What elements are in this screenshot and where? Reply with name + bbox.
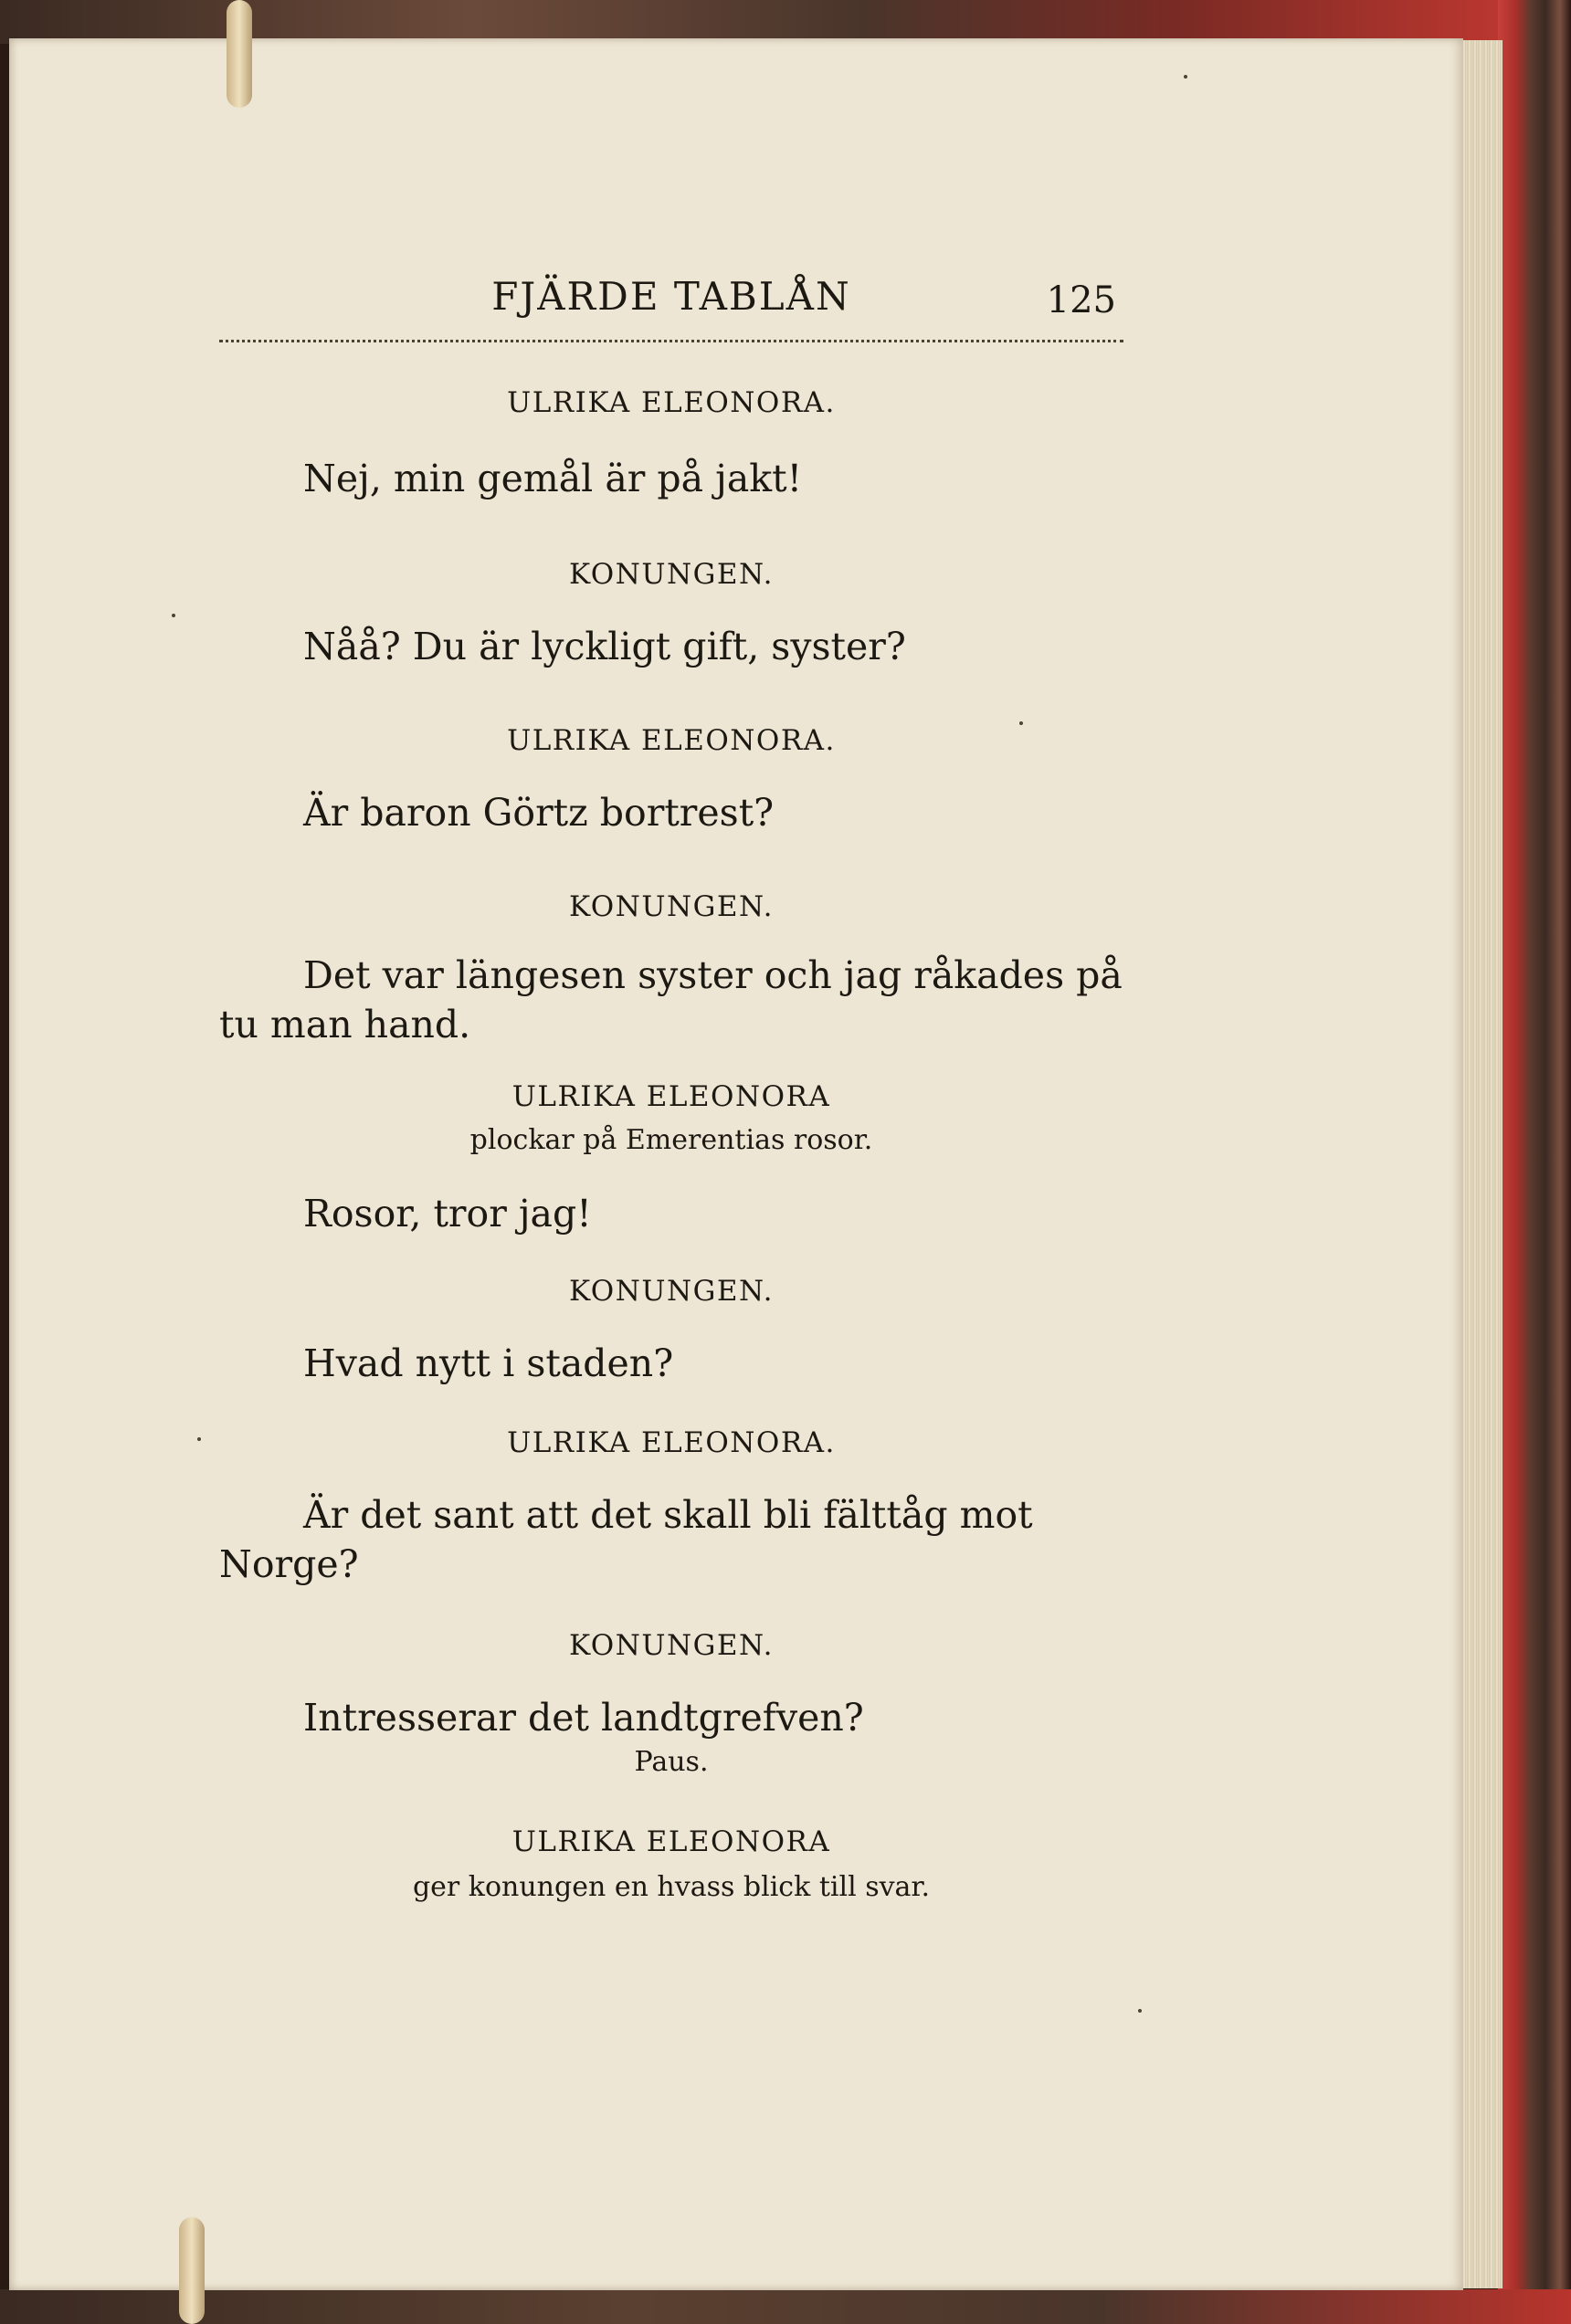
running-title: FJÄRDE TABLÅN — [491, 274, 851, 319]
dialogue-line: Nåå? Du är lyckligt gift, syster? — [303, 625, 906, 668]
speaker-name: ULRIKA ELEONORA. — [507, 1426, 836, 1459]
speaker-name: KONUNGEN. — [568, 890, 774, 923]
dialogue-line: Det var längesen syster och jag råkades på tu man hand. — [219, 953, 1123, 1046]
dialogue-line: Hvad nytt i staden? — [303, 1341, 674, 1385]
speaker-name: KONUNGEN. — [568, 558, 774, 591]
speaker-name: ULRIKA ELEONORA — [511, 1825, 831, 1858]
speck — [197, 1437, 201, 1441]
speck — [1138, 2009, 1142, 2013]
page-edges — [1460, 40, 1502, 2288]
bookmark-ribbon-top — [227, 0, 252, 108]
page-number: 125 — [1046, 279, 1116, 321]
stage-direction: ger konungen en hvass blick till svar. — [412, 1871, 931, 1903]
dialogue-line: Är det sant att det skall bli fälttåg mot Norge? — [219, 1493, 1033, 1586]
speck — [172, 614, 175, 617]
bookmark-ribbon-bottom — [179, 2217, 205, 2324]
speaker-name: ULRIKA ELEONORA — [511, 1080, 831, 1113]
dialogue-line: Intresserar det landtgrefven? — [303, 1696, 864, 1740]
speaker-name: KONUNGEN. — [568, 1629, 774, 1662]
speck — [1184, 75, 1187, 79]
dialogue-line: Rosor, tror jag! — [303, 1192, 592, 1236]
dialogue-line: Är baron Görtz bortrest? — [303, 791, 775, 835]
speaker-name: ULRIKA ELEONORA. — [507, 386, 836, 419]
page-text — [219, 265, 1123, 1903]
book-cover-bottom — [0, 2289, 1571, 2324]
speaker-name: KONUNGEN. — [568, 1275, 774, 1308]
speaker-name: ULRIKA ELEONORA. — [507, 724, 836, 757]
stage-direction: Paus. — [634, 1746, 709, 1778]
dialogue-line: Nej, min gemål är på jakt! — [303, 457, 803, 500]
running-header — [219, 265, 1123, 342]
stage-direction: plockar på Emerentias rosor. — [469, 1124, 873, 1156]
book-cover-right — [1498, 0, 1571, 2324]
